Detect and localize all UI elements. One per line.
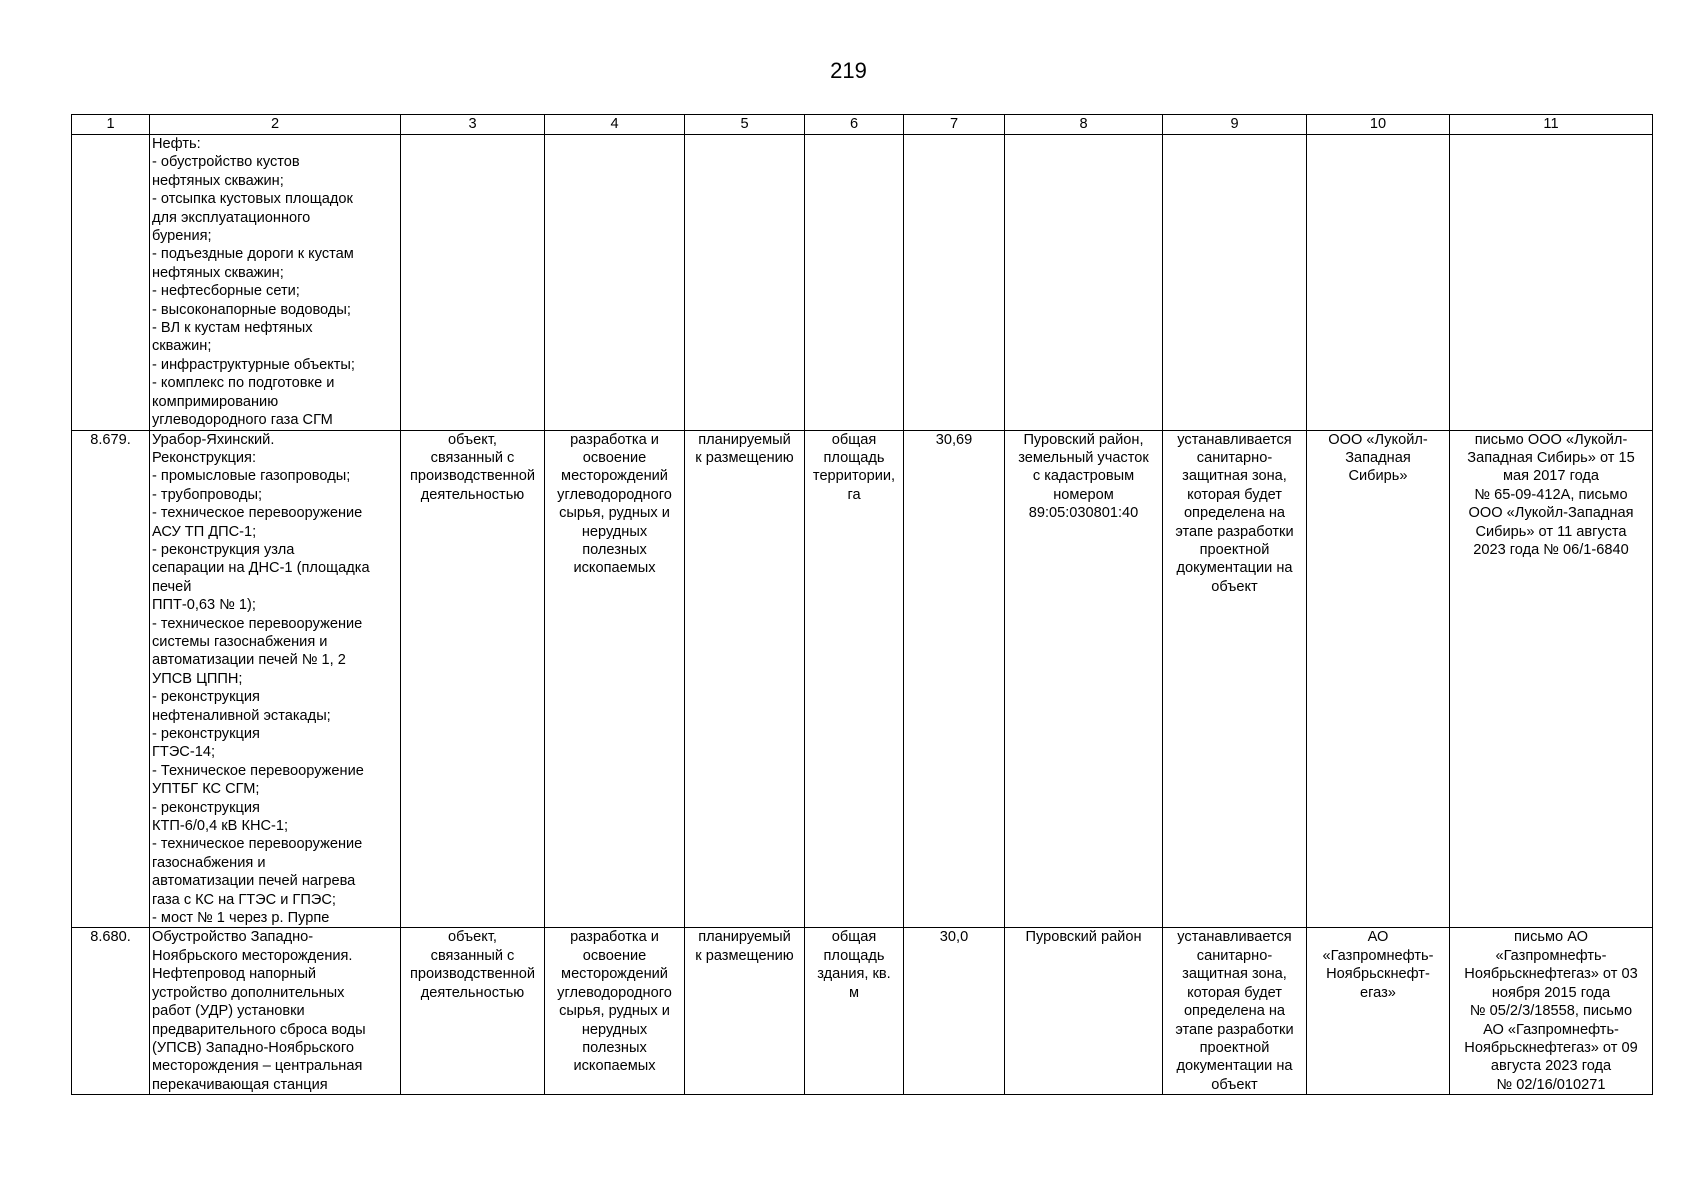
header-row bbox=[72, 115, 1653, 135]
cell-line: Ноябрьскнефт- bbox=[1326, 966, 1430, 983]
cell-line: общая bbox=[831, 929, 877, 946]
cell-line: - техническое перевооружение bbox=[152, 836, 363, 853]
cell-line: сырья, рудных и bbox=[559, 505, 670, 522]
cell-line: м bbox=[848, 984, 860, 1001]
table-row bbox=[72, 135, 1653, 431]
cell-line: Ноябрьскнефтегаз» от 03 bbox=[1464, 966, 1638, 983]
cell-characteristic bbox=[805, 135, 904, 431]
cell-value bbox=[904, 430, 1005, 928]
cell-line: Западная Сибирь» от 15 bbox=[1467, 449, 1635, 466]
col-header: 1 bbox=[72, 115, 150, 135]
cell-line: системы газоснабжения и bbox=[152, 633, 328, 650]
cell-line: газа с КС на ГТЭС и ГПЭС; bbox=[152, 891, 336, 908]
col-header: 6 bbox=[805, 115, 904, 135]
cell-line: Сибирь» от 11 августа bbox=[1475, 523, 1627, 540]
cell-organization bbox=[1307, 430, 1450, 928]
cell-number: 8.679. bbox=[72, 430, 150, 928]
cell-object-name bbox=[150, 135, 401, 431]
col-header: 5 bbox=[685, 115, 805, 135]
cell-line: Ноябрьскнефтегаз» от 09 bbox=[1464, 1039, 1638, 1056]
cell-value bbox=[904, 928, 1005, 1095]
cell-line: 30,0 bbox=[939, 929, 969, 946]
cell-line: - мост № 1 через р. Пурпе bbox=[152, 910, 330, 927]
cell-line: нерудных bbox=[581, 1021, 648, 1038]
col-header: 8 bbox=[1005, 115, 1163, 135]
cell-line: № 02/16/010271 bbox=[1496, 1076, 1606, 1093]
cell-line: Пуровский район bbox=[1025, 929, 1142, 946]
cell-line: - высоконапорные водоводы; bbox=[152, 301, 351, 318]
cell-line: защитная зона, bbox=[1182, 468, 1287, 485]
cell-object-name bbox=[150, 928, 401, 1095]
cell-line: 30,69 bbox=[935, 431, 973, 448]
col-header: 7 bbox=[904, 115, 1005, 135]
cell-line: проектной bbox=[1199, 541, 1270, 558]
cell-line: печей bbox=[152, 578, 192, 595]
cell-location bbox=[1005, 430, 1163, 928]
cell-line: Нефтепровод напорный bbox=[152, 966, 317, 983]
cell-line: полезных bbox=[582, 1039, 647, 1056]
cell-line: деятельностью bbox=[420, 984, 525, 1001]
cell-line: определена на bbox=[1183, 1003, 1286, 1020]
cell-line: газоснабжения и bbox=[152, 854, 266, 871]
cell-line: которая будет bbox=[1187, 984, 1282, 1001]
cell-line: полезных bbox=[582, 541, 647, 558]
cell-line: письмо ООО «Лукойл- bbox=[1474, 431, 1628, 448]
col-header: 3 bbox=[401, 115, 545, 135]
cell-line: Урабор-Яхинский. bbox=[152, 431, 275, 448]
cell-line: углеводородного bbox=[557, 486, 672, 503]
cell-line: № 05/2/3/18558, письмо bbox=[1469, 1003, 1633, 1020]
cell-status bbox=[685, 135, 805, 431]
cell-basis bbox=[1450, 430, 1653, 928]
cell-line: освоение bbox=[582, 449, 647, 466]
cell-line: связанный с bbox=[430, 449, 515, 466]
cell-line: сырья, рудных и bbox=[559, 1003, 670, 1020]
cell-line: - реконструкция узла bbox=[152, 541, 295, 558]
cell-line: документации на bbox=[1176, 1058, 1293, 1075]
cell-line: планируемый bbox=[698, 929, 791, 946]
table-row bbox=[72, 430, 1653, 928]
cell-number: 8.680. bbox=[72, 928, 150, 1095]
cell-line: здания, кв. bbox=[817, 966, 891, 983]
cell-line: санитарно- bbox=[1196, 947, 1273, 964]
cell-line: Пуровский район, bbox=[1023, 431, 1144, 448]
cell-purpose bbox=[545, 928, 685, 1095]
cell-line: устройство дополнительных bbox=[152, 984, 345, 1001]
cell-location bbox=[1005, 135, 1163, 431]
cell-line: месторождений bbox=[561, 468, 668, 485]
cell-line: - техническое перевооружение bbox=[152, 505, 363, 522]
cell-number bbox=[72, 135, 150, 431]
cell-organization bbox=[1307, 928, 1450, 1095]
cell-line: - нефтесборные сети; bbox=[152, 283, 300, 300]
cell-line: - отсыпка кустовых площадок bbox=[152, 191, 353, 208]
cell-line: площадь bbox=[823, 947, 885, 964]
cell-line: егаз» bbox=[1360, 984, 1396, 1001]
cell-line: «Газпромнефть- bbox=[1322, 947, 1434, 964]
col-header: 4 bbox=[545, 115, 685, 135]
cell-basis bbox=[1450, 135, 1653, 431]
cell-line: освоение bbox=[582, 947, 647, 964]
cell-line: документации на bbox=[1176, 560, 1293, 577]
cell-line: - инфраструктурные объекты; bbox=[152, 356, 355, 373]
cell-line: «Газпромнефть- bbox=[1495, 947, 1607, 964]
cell-line: КТП-6/0,4 кВ КНС-1; bbox=[152, 818, 289, 835]
cell-line: санитарно- bbox=[1196, 449, 1273, 466]
cell-line: производственной bbox=[410, 966, 535, 983]
cell-line: площадь bbox=[823, 449, 885, 466]
cell-line: которая будет bbox=[1187, 486, 1282, 503]
cell-object-type bbox=[401, 430, 545, 928]
cell-line: скважин; bbox=[152, 338, 212, 355]
cell-line: объект, bbox=[448, 431, 497, 448]
cell-line: номером bbox=[1053, 486, 1114, 503]
cell-line: деятельностью bbox=[420, 486, 525, 503]
cell-line: земельный участок bbox=[1018, 449, 1149, 466]
cell-purpose bbox=[545, 430, 685, 928]
cell-line: 89:05:030801:40 bbox=[1028, 505, 1139, 522]
cell-zone bbox=[1163, 430, 1307, 928]
cell-line: месторождения – центральная bbox=[152, 1058, 363, 1075]
col-header: 11 bbox=[1450, 115, 1653, 135]
cell-line: месторождений bbox=[561, 966, 668, 983]
cell-line: августа 2023 года bbox=[1490, 1058, 1612, 1075]
cell-line: для эксплуатационного bbox=[152, 209, 311, 226]
data-table bbox=[71, 114, 1653, 1095]
cell-line: с кадастровым bbox=[1032, 468, 1135, 485]
cell-line: определена на bbox=[1183, 505, 1286, 522]
cell-line: общая bbox=[831, 431, 877, 448]
cell-object-name bbox=[150, 430, 401, 928]
cell-line: нефтяных скважин; bbox=[152, 172, 284, 189]
cell-line: ископаемых bbox=[573, 1058, 656, 1075]
cell-line: УПТБГ КС СГМ; bbox=[152, 781, 260, 798]
cell-line: - обустройство кустов bbox=[152, 154, 300, 171]
cell-line: нерудных bbox=[581, 523, 648, 540]
cell-line: связанный с bbox=[430, 947, 515, 964]
cell-line: защитная зона, bbox=[1182, 966, 1287, 983]
cell-line: ООО «Лукойл- bbox=[1328, 431, 1428, 448]
cell-object-type bbox=[401, 928, 545, 1095]
cell-line: производственной bbox=[410, 468, 535, 485]
cell-line: ГТЭС-14; bbox=[152, 744, 215, 761]
table-row bbox=[72, 928, 1653, 1095]
col-header: 10 bbox=[1307, 115, 1450, 135]
cell-line: Нефть: bbox=[152, 136, 201, 152]
cell-line: нефтяных скважин; bbox=[152, 264, 284, 281]
cell-line: разработка и bbox=[570, 431, 659, 448]
cell-line: Сибирь» bbox=[1348, 468, 1408, 485]
cell-line: автоматизации печей № 1, 2 bbox=[152, 652, 346, 669]
cell-line: - промысловые газопроводы; bbox=[152, 468, 351, 485]
cell-characteristic bbox=[805, 430, 904, 928]
cell-location bbox=[1005, 928, 1163, 1095]
cell-line: сепарации на ДНС-1 (площадка bbox=[152, 560, 370, 577]
cell-zone bbox=[1163, 928, 1307, 1095]
cell-line: устанавливается bbox=[1177, 431, 1292, 448]
cell-status bbox=[685, 928, 805, 1095]
col-header: 9 bbox=[1163, 115, 1307, 135]
cell-line: Реконструкция: bbox=[152, 449, 257, 466]
cell-line: АО «Газпромнефть- bbox=[1483, 1021, 1619, 1038]
cell-basis bbox=[1450, 928, 1653, 1095]
cell-line: объект, bbox=[448, 929, 497, 946]
cell-line: углеводородного газа СГМ bbox=[152, 412, 333, 429]
cell-line: планируемый bbox=[698, 431, 791, 448]
cell-line: АО bbox=[1367, 929, 1389, 946]
cell-line: этапе разработки bbox=[1175, 1021, 1294, 1038]
cell-line: к размещению bbox=[695, 449, 794, 466]
cell-status bbox=[685, 430, 805, 928]
cell-line: территории, bbox=[812, 468, 896, 485]
cell-line: предварительного сброса воды bbox=[152, 1021, 366, 1038]
cell-line: га bbox=[847, 486, 861, 503]
cell-object-type bbox=[401, 135, 545, 431]
cell-line: АСУ ТП ДПС-1; bbox=[152, 523, 257, 540]
cell-line: - ВЛ к кустам нефтяных bbox=[152, 320, 313, 337]
cell-value bbox=[904, 135, 1005, 431]
cell-line: объект bbox=[1211, 578, 1258, 595]
cell-zone bbox=[1163, 135, 1307, 431]
cell-line: ППТ-0,63 № 1); bbox=[152, 597, 256, 614]
cell-line: углеводородного bbox=[557, 984, 672, 1001]
cell-line: объект bbox=[1211, 1076, 1258, 1093]
cell-organization bbox=[1307, 135, 1450, 431]
cell-line: перекачивающая станция bbox=[152, 1076, 328, 1093]
cell-line: № 65-09-412А, письмо bbox=[1474, 486, 1628, 503]
cell-line: - реконструкция bbox=[152, 726, 260, 742]
cell-line: - техническое перевооружение bbox=[152, 615, 363, 632]
cell-line: Ноябрьского месторождения. bbox=[152, 947, 353, 964]
cell-line: (УПСВ) Западно-Ноябрьского bbox=[152, 1039, 355, 1056]
cell-line: к размещению bbox=[695, 947, 794, 964]
cell-line: УПСВ ЦППН; bbox=[152, 670, 243, 687]
cell-line: компримированию bbox=[152, 393, 279, 410]
cell-line: - реконструкция bbox=[152, 799, 260, 816]
page-number: 219 bbox=[830, 58, 867, 83]
cell-line: бурения; bbox=[152, 228, 212, 245]
col-header: 2 bbox=[150, 115, 401, 135]
cell-line: этапе разработки bbox=[1175, 523, 1294, 540]
cell-line: проектной bbox=[1199, 1039, 1270, 1056]
cell-line: Обустройство Западно- bbox=[152, 929, 314, 946]
cell-line: устанавливается bbox=[1177, 929, 1292, 946]
cell-line: 2023 года № 06/1-6840 bbox=[1473, 541, 1629, 558]
cell-line: - реконструкция bbox=[152, 689, 260, 706]
cell-line: - трубопроводы; bbox=[152, 486, 263, 503]
cell-line: Западная bbox=[1345, 449, 1411, 466]
cell-line: работ (УДР) установки bbox=[152, 1003, 305, 1020]
cell-characteristic bbox=[805, 928, 904, 1095]
cell-line: - подъездные дороги к кустам bbox=[152, 246, 354, 263]
cell-line: ноября 2015 года bbox=[1491, 984, 1611, 1001]
cell-line: разработка и bbox=[570, 929, 659, 946]
cell-line: нефтеналивной эстакады; bbox=[152, 707, 331, 724]
cell-line: - комплекс по подготовке и bbox=[152, 375, 335, 392]
cell-line: письмо АО bbox=[1514, 929, 1588, 946]
cell-line: ООО «Лукойл-Западная bbox=[1468, 505, 1634, 522]
cell-purpose bbox=[545, 135, 685, 431]
cell-line: мая 2017 года bbox=[1502, 468, 1600, 485]
cell-line: автоматизации печей нагрева bbox=[152, 873, 356, 890]
cell-line: - Техническое перевооружение bbox=[152, 762, 364, 779]
cell-line: ископаемых bbox=[573, 560, 656, 577]
